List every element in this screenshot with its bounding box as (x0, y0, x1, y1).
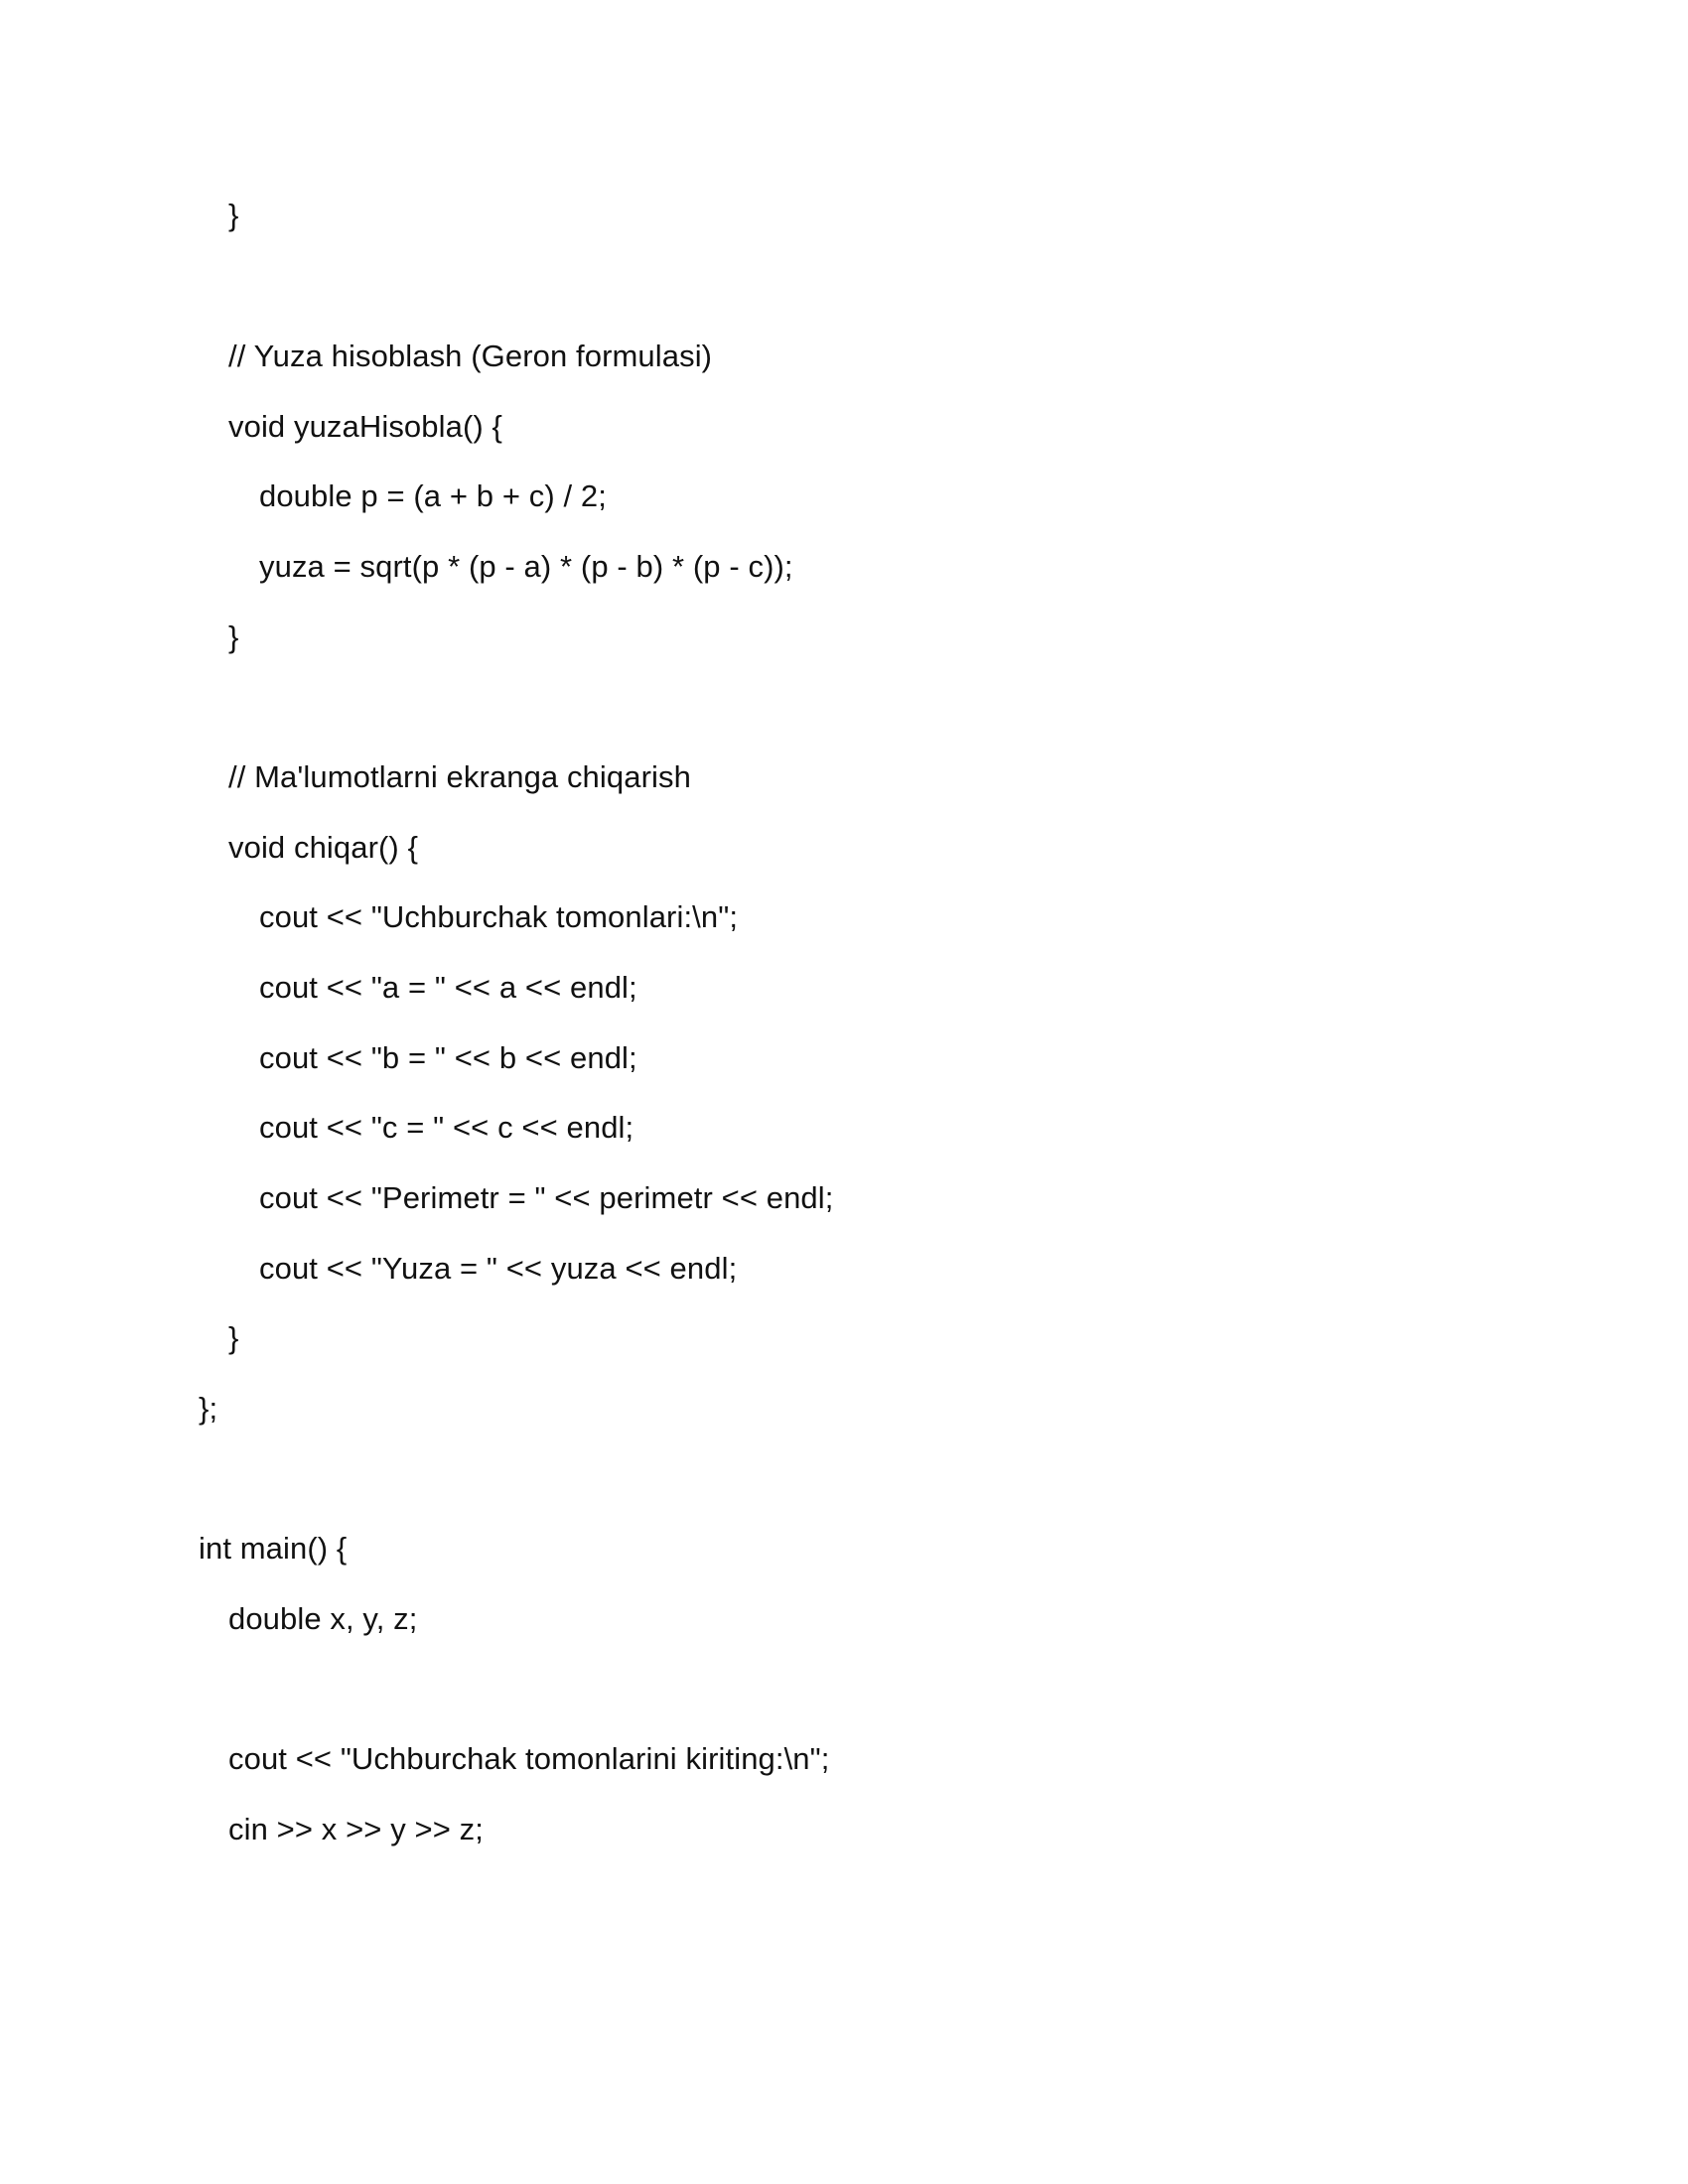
code-line-output-heading: cout << "Uchburchak tomonlari:\n"; (259, 899, 739, 934)
code-line-output-c: cout << "c = " << c << endl; (259, 1110, 634, 1145)
code-line-area-formula: yuza = sqrt(p * (p - a) * (p - b) * (p - c)); (259, 549, 793, 584)
code-line-output-area: cout << "Yuza = " << yuza << endl; (259, 1251, 738, 1286)
code-line-closing-brace: } (228, 198, 239, 232)
code-line-input-read: cin >> x >> y >> z; (228, 1812, 484, 1846)
code-line-output-b: cout << "b = " << b << endl; (259, 1040, 637, 1075)
code-line-main-function: int main() { (199, 1531, 348, 1566)
code-line-output-perimeter: cout << "Perimetr = " << perimetr << endl; (259, 1180, 834, 1215)
code-line-input-prompt: cout << "Uchburchak tomonlarini kiriting:\n"; (228, 1741, 830, 1776)
code-line-closing-brace: } (228, 619, 239, 654)
code-line-output-a: cout << "a = " << a << endl; (259, 970, 637, 1005)
code-line-closing-brace: } (228, 1320, 239, 1355)
code-comment-area: // Yuza hisoblash (Geron formulasi) (228, 339, 713, 373)
code-line-output-function: void chiqar() { (228, 830, 419, 865)
code-line-semi-perimeter: double p = (a + b + c) / 2; (259, 478, 607, 513)
code-line-variable-declaration: double x, y, z; (228, 1601, 418, 1636)
code-comment-output: // Ma'lumotlarni ekranga chiqarish (228, 759, 691, 794)
code-line-class-end: }; (199, 1391, 218, 1426)
code-line-area-function: void yuzaHisobla() { (228, 409, 502, 444)
